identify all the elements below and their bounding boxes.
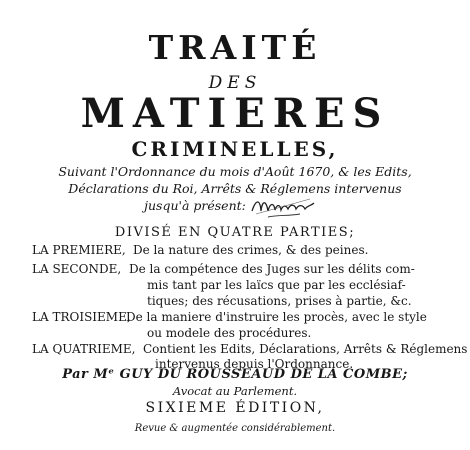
title-matieres: MATIERES (80, 90, 390, 137)
revision-note: Revue & augmentée considérablement. (134, 423, 336, 434)
part-text-1: De la nature des crimes, & des peines. (133, 243, 369, 257)
subtitle-line-1: Suivant l'Ordonnance du mois d'Août 1670, & les Edits, (58, 164, 412, 179)
handwritten-signature-icon (248, 193, 318, 221)
subtitle-line-2: Déclarations du Roi, Arrêts & Réglemens intervenus (68, 181, 402, 196)
part-text-3a: De la maniere d'instruire les procès, avec le style (126, 310, 427, 324)
part-text-2c: tiques; des récusations, prises à partie, &c. (147, 294, 412, 308)
part-text-4b: intervenus depuis l'Ordonnance. (155, 357, 354, 371)
division-heading: DIVISÉ EN QUATRE PARTIES; (114, 225, 356, 240)
part-label-1: LA PREMIERE, (32, 243, 126, 257)
part-label-4: LA QUATRIEME, (32, 342, 136, 356)
title-criminelles: CRIMINELLES, (131, 137, 339, 161)
title-traite: TRAITÉ (148, 28, 322, 67)
edition-line: SIXIEME ÉDITION, (145, 400, 325, 416)
part-text-4a: Contient les Edits, Déclarations, Arrêts & Réglemens (143, 342, 468, 356)
title-des: DES (208, 73, 262, 93)
part-label-2: LA SECONDE, (32, 262, 122, 276)
part-text-2a: De la compétence des Juges sur les délits com- (129, 262, 415, 276)
author-title: Avocat au Parlement. (172, 384, 298, 398)
part-text-2b: mis tant par les laïcs que par les ecclésiaf- (147, 278, 406, 292)
subtitle-line-3: jusqu'à présent: (144, 198, 246, 213)
part-label-3: LA TROISIEME, (32, 310, 131, 324)
author-line: Par Mᵉ GUY DU ROUSSEAUD DE LA COMBE; (62, 367, 408, 382)
part-text-3b: ou modele des procédures. (147, 326, 312, 340)
